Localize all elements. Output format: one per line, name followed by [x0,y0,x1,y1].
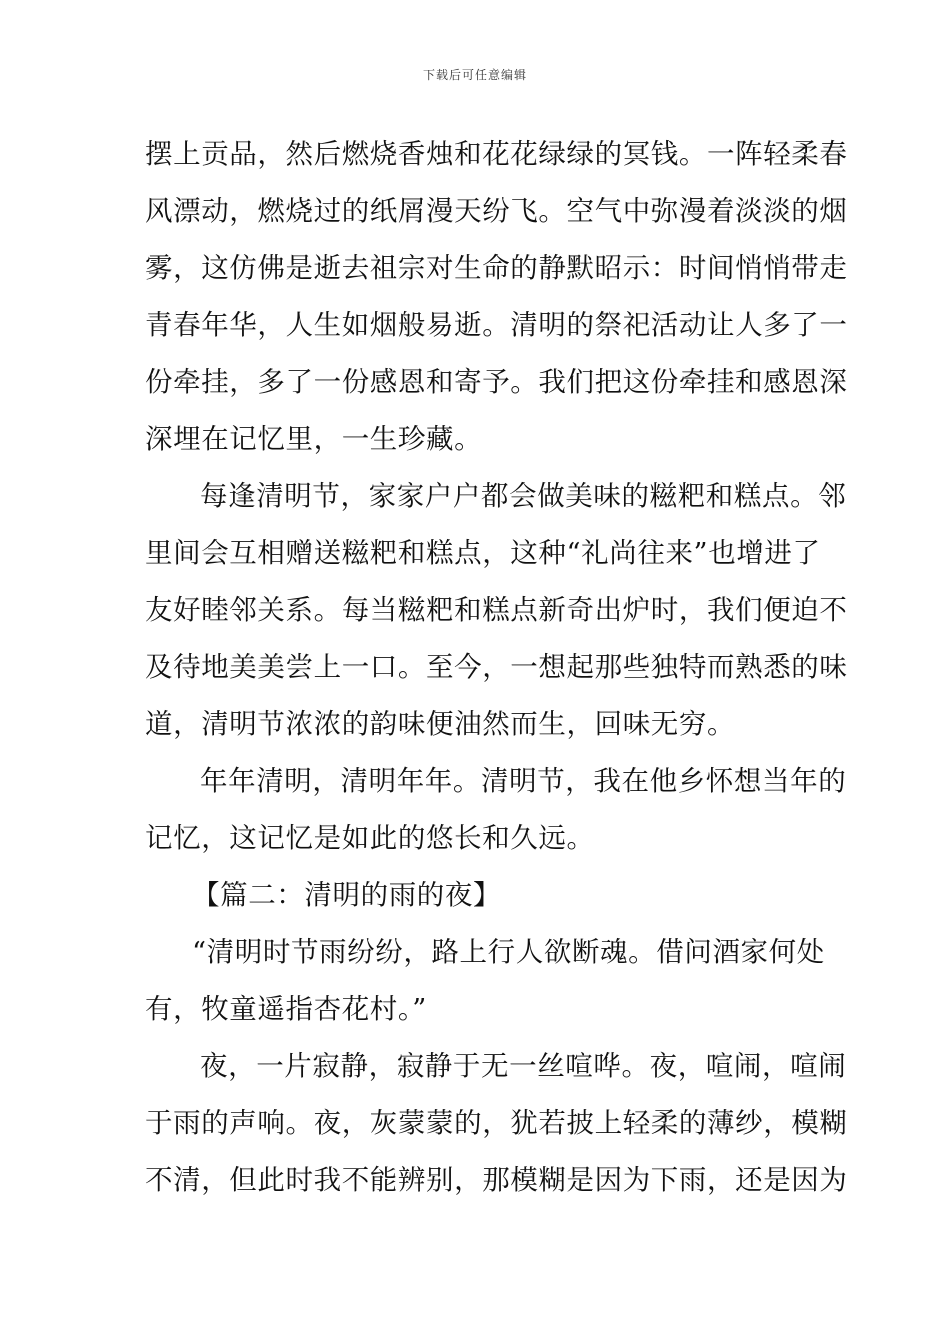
text-line: 摆上贡品，然后燃烧香烛和花花绿绿的冥钱。一阵轻柔春 [145,138,848,170]
text-line: 深埋在记忆里，一生珍藏。 [145,423,483,455]
page-header: 下载后可任意编辑 [422,68,527,82]
text-line: 雾，这仿佛是逝去祖宗对生命的静默昭示：时间悄悄带走 [145,252,848,284]
text-line: 于雨的声响。夜，灰蒙蒙的，犹若披上轻柔的薄纱，模糊 [145,1107,848,1139]
text-line: 有，牧童遥指杏花村。” [145,993,427,1025]
text-line: 记忆，这记忆是如此的悠长和久远。 [145,822,595,854]
text-line: 年年清明，清明年年。清明节，我在他乡怀想当年的 [200,765,847,797]
section-heading: 【篇二：清明的雨的夜】 [192,879,502,911]
text-line: 每逢清明节，家家户户都会做美味的糍粑和糕点。邻 [200,480,847,512]
text-line: 道，清明节浓浓的韵味便油然而生，回味无穷。 [145,708,736,740]
text-line: 青春年华，人生如烟般易逝。清明的祭祀活动让人多了一 [145,309,848,341]
text-line: 友好睦邻关系。每当糍粑和糕点新奇出炉时，我们便迫不 [145,594,848,626]
text-line: “清明时节雨纷纷，路上行人欲断魂。借问酒家何处 [192,936,825,968]
text-line: 不清，但此时我不能辨别，那模糊是因为下雨，还是因为 [145,1164,848,1196]
text-line: 夜，一片寂静，寂静于无一丝喧哗。夜，喧闹，喧闹 [200,1050,847,1082]
text-line: 及待地美美尝上一口。至今，一想起那些独特而熟悉的味 [145,651,848,683]
text-line: 风漂动，燃烧过的纸屑漫天纷飞。空气中弥漫着淡淡的烟 [145,195,848,227]
text-line: 里间会互相赠送糍粑和糕点，这种“礼尚往来”也增进了 [145,537,821,569]
text-line: 份牵挂，多了一份感恩和寄予。我们把这份牵挂和感恩深 [145,366,848,398]
